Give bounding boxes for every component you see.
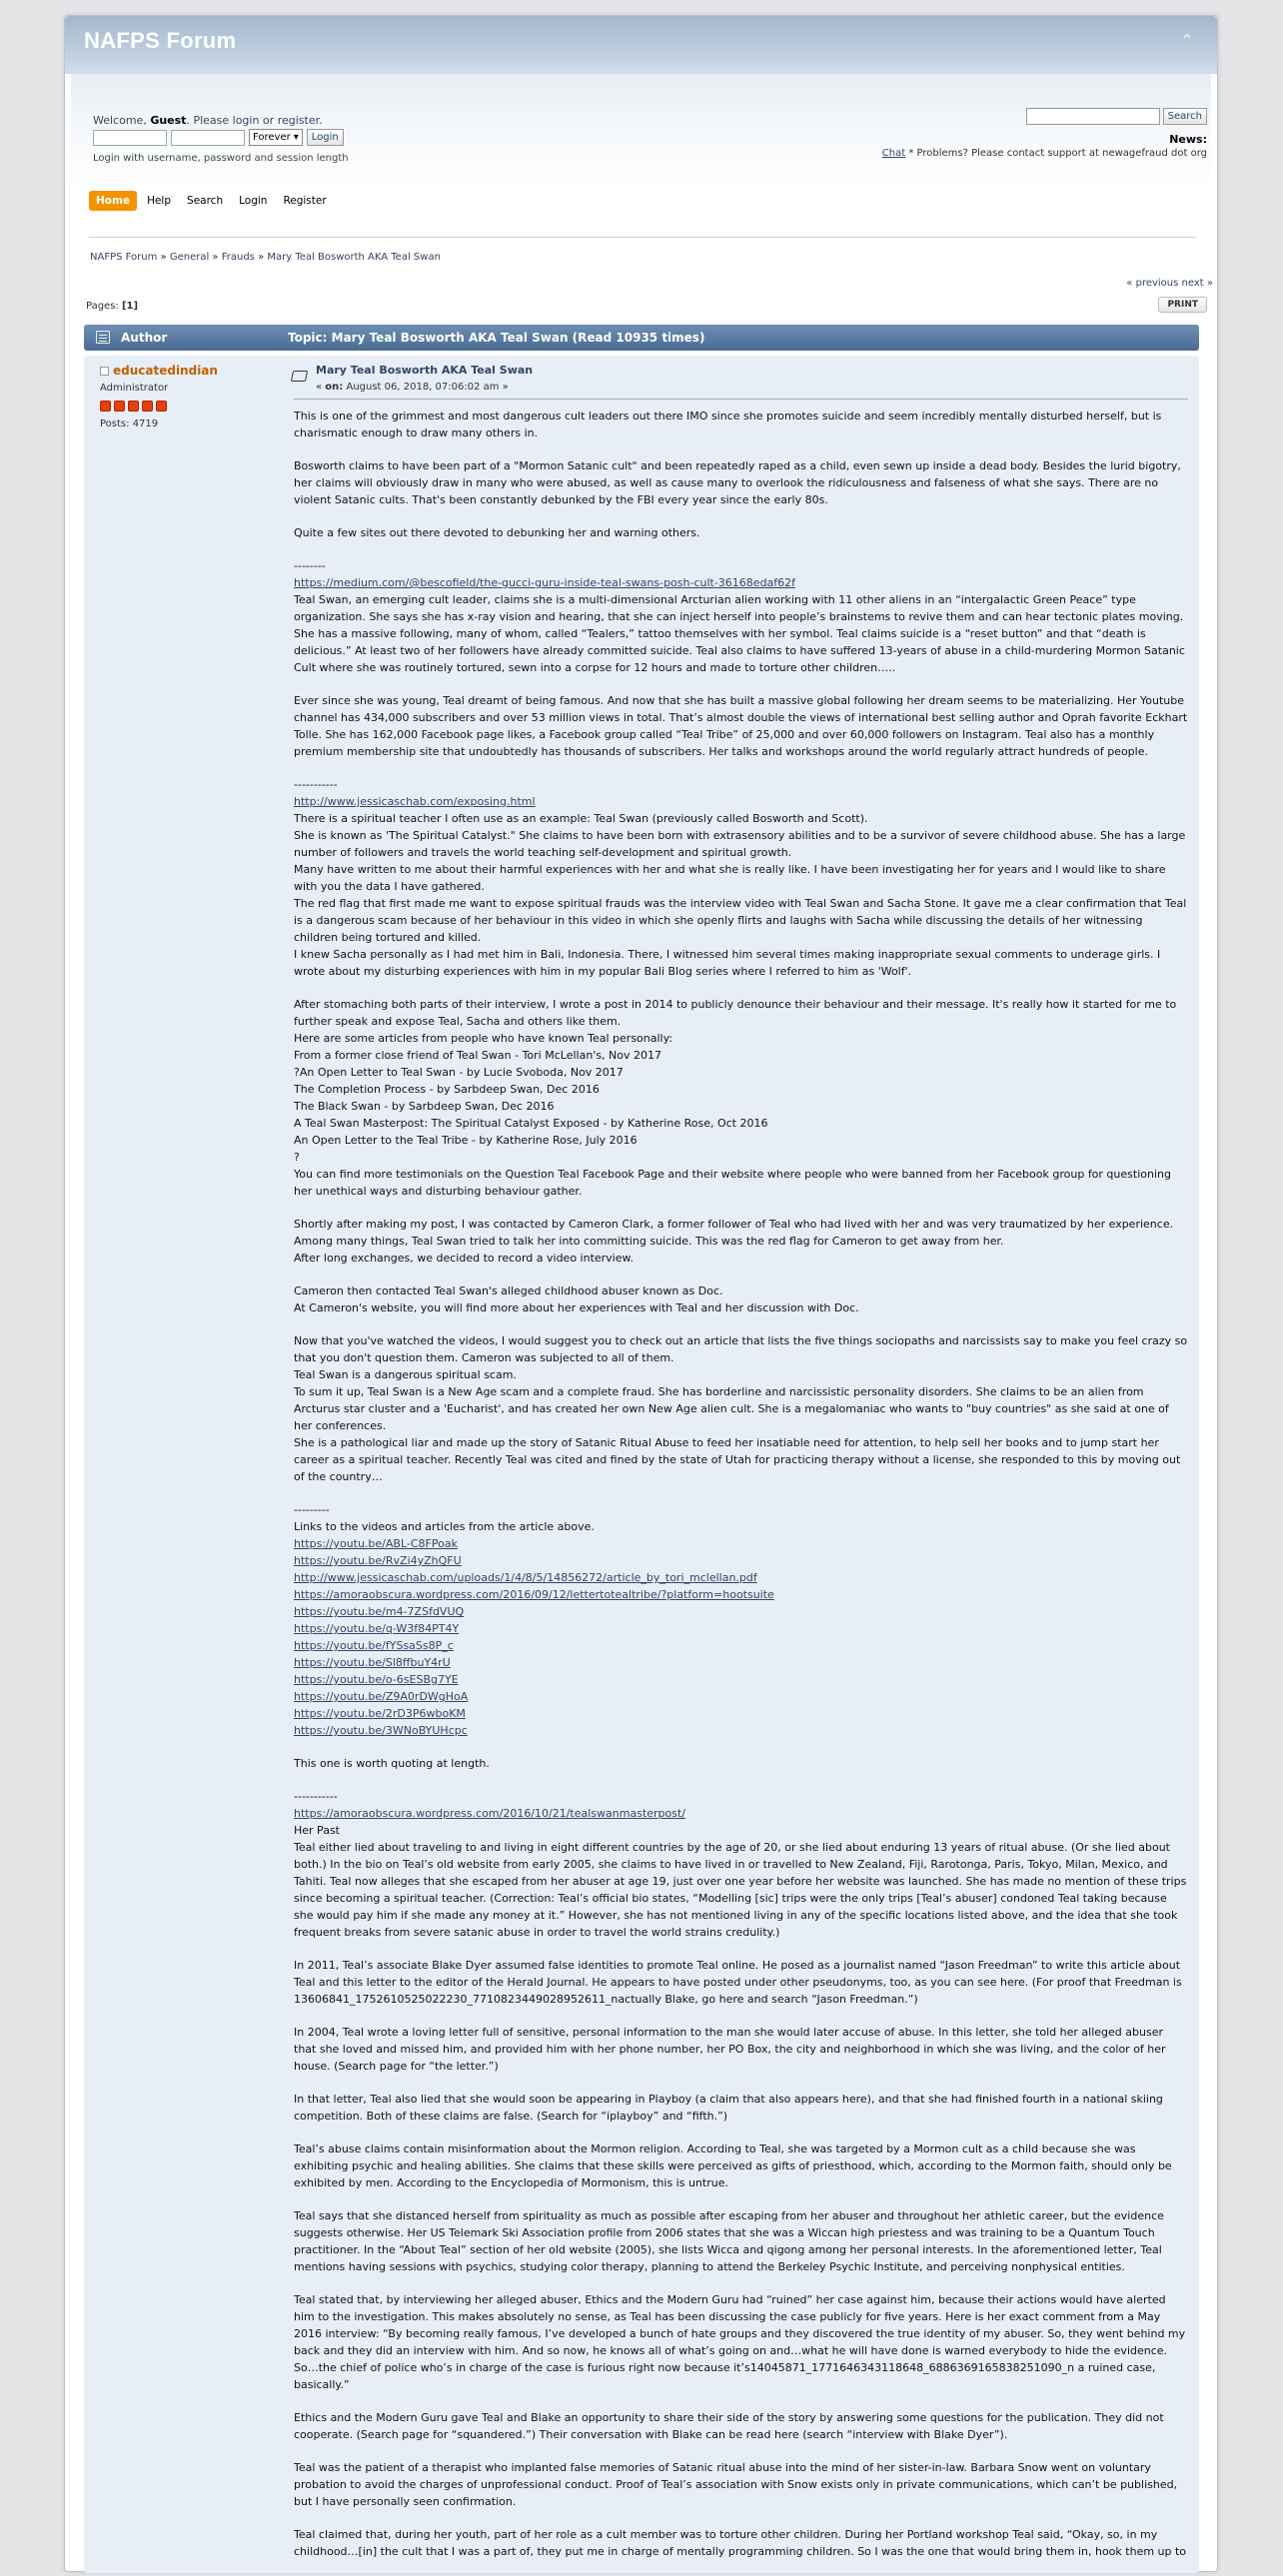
post-text-line: Her Past — [294, 1824, 340, 1837]
post-text-line: Bosworth claims to have been part of a "Mormon Satanic cult" and been repeatedly raped as a child, even sewn up inside a dead body. Besides the lurid bigotry, her claims will obviously draw in many who were abused, as well as cause many to overlook the ridiculousness and falseness of what she says. There are no violent Satanic cults. That's been constantly debunked by the FBI every year since the early 80s. — [294, 459, 1181, 506]
post-body — [294, 408, 1188, 2560]
register-link[interactable]: register — [277, 114, 320, 127]
chevron-up-icon[interactable]: ⌃ — [1179, 31, 1195, 52]
poster-post-count: Posts: 4719 — [100, 419, 159, 429]
post-text-line: Teal Swan, an emerging cult leader, claims she is a multi-dimensional Arcturian alien working with 11 other aliens in an “intergalactic Green Peace” type organization. She says she has x-ray vision and hearing, that she can inject herself into people’s brainstems to revive them and can hear tectonic plates moving. She has a massive following, many of whom, called “Tealers,” tattoo themselves with her symbol. Teal claims suicide is a “reset button” and that “death is delicious.” At least two of her followers have already committed suicide. Teal also claims to have suffered 13-years of abuse in a child-murdering Mormon Satanic Cult where she was routinely tortured, sewn into a corpse for 12 hours and made to torture other children….. — [294, 593, 1185, 674]
post-date-on: on: — [325, 382, 344, 393]
post-paragraph — [294, 1755, 1188, 1772]
post-text-line: You can find more testimonials on the Question Teal Facebook Page and their website where people who were banned from her Facebook group for questioning her unethical ways and disturbing behaviour gather. — [294, 1168, 1171, 1198]
post-paragraph — [294, 2459, 1188, 2510]
post-header — [290, 364, 1188, 393]
post-text-line: Teal stated that, by interviewing her alleged abuser, Ethics and the Modern Guru had “ruined” her case against him, because their actions would have alerted him to the investigation. This makes absolutely no sense, as Teal has been discussing the case publicly for five years. Here is her exact comment from a May 2016 interview: “By becoming really famous, I’ve developed a bunch of hate groups and they discovered the true identity of my abuser. So, they went behind my back and they did an interview with him. And so now, he knows all of what’s going on and…what he will have done is warned everybody to hide the evidence. So…the chief of police who’s in charge of the case is furious right now because it’s14045871_1771646343118648_688636916583825109​0_n a ruined case, basically.” — [294, 2293, 1186, 2391]
post-text-line: The Black Swan - by Sarbdeep Swan, Dec 2016 — [294, 1100, 555, 1113]
author-column-label: Author — [121, 331, 168, 345]
post-link[interactable]: https://amoraobscura.wordpress.com/2016/10/21/tealswanmasterpost/ — [294, 1807, 686, 1820]
breadcrumb-separator: » — [157, 252, 170, 263]
post-date-prefix: « — [316, 382, 326, 393]
post-link[interactable]: https://youtu.be/ABL-C8FPoak — [294, 1537, 458, 1550]
topic-title: Topic: Mary Teal Bosworth AKA Teal Swan (Read 10935 times) — [288, 331, 705, 345]
forum-title[interactable]: NAFPS Forum — [84, 28, 237, 53]
news-text — [882, 148, 1207, 159]
pages-label: Pages: — [86, 301, 122, 312]
welcome-text — [93, 114, 323, 127]
topic-header-bar — [84, 325, 1199, 351]
post-text-line: To sum it up, Teal Swan is a New Age scam and a complete fraud. She has borderline and narcissistic personality disorders. She claims to be an alien from Arcturus star cluster and a 'Eucharist', and has created her own New Age alien cult. She is a megalomaniac who wants to "buy countries" as she said at one of her conferences. — [294, 1385, 1169, 1432]
chat-link[interactable]: Chat — [881, 148, 906, 159]
session-length-select[interactable] — [249, 129, 303, 146]
previous-link[interactable]: « previous — [1126, 278, 1179, 289]
print-button[interactable]: PRINT — [1158, 297, 1207, 313]
poster-name-row — [100, 364, 260, 378]
welcome-prefix: Welcome, — [93, 114, 151, 127]
topic-icon — [96, 331, 110, 344]
topic-navigation — [1126, 278, 1213, 289]
breadcrumb — [90, 252, 441, 263]
main-menu — [89, 191, 333, 211]
post-text-line: In 2011, Teal’s associate Blake Dyer assumed false identities to promote Teal online. He posed as a journalist named “Jason Freedman” to write this article about Teal and this letter to the editor of the Herald Journal. He appears to have posted under other pseudonyms, too, as you can see here. (For proof that Freedman is 13606841_1752610525022230_771082344902895261​1_nactually Blake, go here and search “Jason Freedman.”) — [294, 1959, 1182, 2006]
post-text-line: ----------- — [294, 1790, 338, 1803]
post-text-line: Cameron then contacted Teal Swan's alleged childhood abuser known as Doc. — [294, 1285, 723, 1297]
rank-stars — [100, 401, 260, 412]
login-hint: Login with username, password and session length — [93, 153, 349, 164]
post-link[interactable]: https://medium.com/@bescofield/the-gucci-guru-inside-teal-swans-posh-cult-36168edaf62f — [294, 576, 796, 589]
search-button[interactable]: Search — [1163, 108, 1207, 125]
post-link[interactable]: https://youtu.be/RvZi4yZhQFU — [294, 1554, 462, 1567]
login-button[interactable]: Login — [307, 129, 344, 146]
post-paragraph — [294, 1216, 1188, 1267]
user-bar — [71, 74, 1211, 192]
post-link[interactable]: https://amoraobscura.wordpress.com/2016/09/12/lettertotealtribe/?platform=hootsuite — [294, 1588, 774, 1601]
post-text-line: A Teal Swan Masterpost: The Spiritual Catalyst Exposed - by Katherine Rose, Oct 2016 — [294, 1117, 768, 1130]
post-text-line: Teal says that she distanced herself from spirituality as much as possible after escaping from her abuser and throughout her athletic career, but the evidence suggests otherwise. Her US Telemark Ski Association profile from 2006 states that she was a Wiccan high priestess and was training to be a Quantum Touch practitioner. In the “About Teal” section of her old website (2005), she lists Wicca and qigong among her personal interests. In the aforementioned letter, Teal mentions having sessions with psychics, studying color therapy, planning to attend the Berkeley Psychic Institute, and perceiving nonphysical entities. — [294, 2209, 1164, 2273]
rank-star-icon — [114, 401, 125, 412]
post-text-line: -------- — [294, 559, 326, 572]
menu-search[interactable]: Search — [187, 195, 224, 207]
post-text-line: In that letter, Teal also lied that she would soon be appearing in Playboy (a claim that also appears here), and that she had finished fourth in a national skiing competition. Both of these claims are false. (Search for “iplayboy” and “fifth.”) — [294, 2093, 1163, 2123]
post-text-line: Quite a few sites out there devoted to debunking her and warning others. — [294, 526, 700, 539]
poster-role: Administrator — [100, 383, 169, 394]
username-input[interactable] — [93, 130, 167, 146]
post-paragraph — [294, 557, 1188, 676]
post-text-line: Shortly after making my post, I was contacted by Cameron Clark, a former follower of Teal who had lived with her and was very traumatized by her experience. Among many things, Teal Swan tried to talk her into committing suicide. This was the red flag for Cameron to get away from her. — [294, 1218, 1174, 1248]
post-link[interactable]: https://youtu.be/o-6sESBg7YE — [294, 1673, 459, 1686]
post-text-line: The red flag that first made me want to expose spiritual frauds was the interview video with Teal Swan and Sacha Stone. It gave me a clear confirmation that Teal is a dangerous scam because of her behaviour in this video in which she openly flirts and laughs with Sacha while discussing the details of her witnessing children being tortured and killed. — [294, 897, 1187, 944]
post-link[interactable]: http://www.jessicaschab.com/uploads/1/4/8/5/14856272/article_by_tori_mclellan.pdf — [294, 1571, 757, 1584]
post-paragraph — [294, 2024, 1188, 2075]
post-paragraph — [294, 2291, 1188, 2393]
post-text-line: Now that you've watched the videos, I would suggest you to check out an article that lists the five things sociopaths and narcissists say to make you feel crazy so that you don't question them. Cameron was subjected to all of them. — [294, 1334, 1188, 1364]
guest-label: Guest — [150, 114, 187, 127]
post-link[interactable]: https://youtu.be/Z9A0rDWgHoA — [294, 1690, 469, 1703]
post-text-line: Teal either lied about traveling to and living in eight different countries by the age of 20, or she lied about enduring 13 years of ritual abuse. (Or she lied about both.) In the bio on Teal’s old website from early 2005, she claims to have lived in or travelled to New Zealand, Fiji, Rarotonga, Paris, Tokyo, Milan, Mexico, and Tahiti. Teal now alleges that she escaped from her abuser at age 19, just over one year before her website was launched. She has made no mention of these trips since becoming a spiritual teacher. (Correction: Teal’s official bio states, “Modelling [sic] trips were the only trips [Teal’s abuser] condoned Teal taking because she would pay him if she made any money at it.” However, she has not mentioned living in any of the specific locations listed above, and the idea that she took frequent breaks from severe satanic abuse in order to travel the world strains credulity.) — [294, 1841, 1187, 1939]
menu-divider — [89, 237, 1196, 238]
menu-register[interactable]: Register — [283, 195, 327, 207]
chevron-down-icon: ▾ — [293, 132, 299, 143]
search-input[interactable] — [1026, 108, 1160, 125]
post-text-line: I knew Sacha personally as I had met him in Bali, Indonesia. There, I witnessed him several times making inappropriate sexual comments to underage girls. I wrote about my disturbing experiences with him in my popular Bali Blog series where I referred to him as 'Wolf'. — [294, 948, 1161, 978]
post-content — [294, 364, 1188, 2576]
rank-star-icon — [100, 401, 111, 412]
post-paragraph — [294, 1501, 1188, 1739]
post-paragraph — [294, 408, 1188, 441]
next-link[interactable]: next » — [1181, 278, 1213, 289]
post-paragraph — [294, 996, 1188, 1200]
post-text-line: This is one of the grimmest and most dangerous cult leaders out there IMO since she promotes suicide and seem incredibly mentally disturbed herself, but is charismatic enough to draw many others in. — [294, 410, 1162, 439]
post-text-line: Ever since she was young, Teal dreamt of being famous. And now that she has built a massive global following her dream seems to be materializing. Her Youtube channel has 434,000 subscribers and over 53 million views in total. That’s almost double the views of international best selling author and Oprah favorite Eckhart Tolle. She has 162,000 Facebook page likes, a Facebook group called “Teal Tribe” of 25,000 and over 60,000 followers on Instagram. Teal also has a monthly premium membership site that undoubtedly has thousands of subscribers. Her talks and workshops around the world regularly attract hundreds of people. — [294, 694, 1188, 758]
rank-star-icon — [128, 401, 139, 412]
search-row — [1026, 108, 1207, 125]
post-paragraph — [294, 2091, 1188, 2125]
rank-star-icon — [142, 401, 153, 412]
post-link[interactable]: https://youtu.be/Sl8ffbuY4rU — [294, 1656, 451, 1669]
post-text-line: Teal claimed that, during her youth, part of her role as a cult member was to torture other children. During her Portland workshop Teal said, “Okay, so, in my childhood…[in] the cult that I was a part of, they put me in charge of mentally programming children. So I was the one that would bring them in, hook them up to — [294, 2528, 1187, 2558]
post-paragraph — [294, 457, 1188, 508]
breadcrumb-separator: » — [254, 252, 268, 263]
post-paragraph — [294, 2207, 1188, 2275]
post-text-line: From a former close friend of Teal Swan - Tori McLellan's, Nov 2017 — [294, 1049, 662, 1062]
post-paragraph — [294, 2141, 1188, 2191]
post-text-line: Ethics and the Modern Guru gave Teal and Blake an opportunity to share their side of the story by answering some questions for the publication. They did not cooperate. (Search page for “squandered.”) Their conversation with Blake can be read here (search “interview with Blake Dyer”). — [294, 2411, 1164, 2441]
breadcrumb-general[interactable]: General — [169, 252, 210, 263]
post — [84, 356, 1199, 2573]
post-icon — [290, 368, 310, 384]
login-link[interactable]: login — [232, 114, 260, 127]
breadcrumb-frauds[interactable]: Frauds — [221, 252, 255, 263]
forum-header — [65, 16, 1217, 74]
post-link[interactable]: https://youtu.be/m4-7ZSfdVUQ — [294, 1605, 465, 1618]
password-input[interactable] — [171, 130, 245, 146]
post-link[interactable]: https://youtu.be/fYSsaSs8P_c — [294, 1639, 454, 1652]
login-row — [93, 129, 344, 146]
post-link[interactable]: https://youtu.be/q-W3f84PT4Y — [294, 1622, 460, 1635]
current-page: [1] — [121, 301, 139, 312]
post-divider — [294, 399, 1188, 400]
post-text-line: Teal was the patient of a therapist who implanted false memories of Satanic ritual abuse into the mind of her sister-in-law. Barbara Snow went on voluntary probation to avoid the charges of unprofessional conduct. Proof of Teal’s association with Snow exists only in private communications, which can’t be published, but I have personally seen confirmation. — [294, 2461, 1178, 2508]
breadcrumb-separator: » — [209, 252, 222, 263]
post-text-line: --------- — [294, 1503, 330, 1516]
post-text-line: Teal’s abuse claims contain misinformation about the Mormon religion. According to Teal, she was targeted by a Mormon cult as a child because she was exhibiting psychic and healing abilities. She claims that these skills were perceived as gifts of priesthood, which, according to the Mormon faith, should only be exhibited by men. According to the Encyclopedia of Mormonism, this is untrue. — [294, 2143, 1172, 2189]
news-label: News: — [1169, 133, 1207, 146]
post-text-line: ? — [294, 1151, 300, 1164]
post-paragraph — [294, 1788, 1188, 1941]
post-paragraph — [294, 524, 1188, 541]
post-text-line: At Cameron's website, you will find more about her experiences with Teal and her discussion with Doc. — [294, 1301, 859, 1314]
post-date-value: August 06, 2018, 07:06:02 am » — [343, 382, 509, 393]
menu-login[interactable]: Login — [239, 195, 268, 207]
post-paragraph — [294, 776, 1188, 980]
menu-home[interactable]: Home — [89, 191, 137, 211]
post-text-line: Many have written to me about their harmful experiences with her and what she is really like. I have been investigating her for years and I would like to share with you the data I have gathered. — [294, 863, 1166, 893]
post-text-line: Teal Swan is a dangerous spiritual scam. — [294, 1368, 517, 1381]
breadcrumb-topic[interactable]: Mary Teal Bosworth AKA Teal Swan — [267, 252, 441, 263]
post-paragraph — [294, 1957, 1188, 2008]
offline-status-icon — [100, 367, 109, 376]
post-subject[interactable]: Mary Teal Bosworth AKA Teal Swan — [316, 364, 534, 377]
post-text-line: After stomaching both parts of their interview, I wrote a post in 2014 to publicly denounce their behaviour and their message. It's really how it started for me to further speak and expose Teal, Sacha and others like them. — [294, 998, 1177, 1028]
poster-info — [100, 364, 260, 429]
post-link[interactable]: https://youtu.be/3WNoBYUHcpc — [294, 1724, 468, 1737]
forum-frame — [64, 15, 1218, 2572]
poster-name[interactable]: educatedindian — [113, 364, 218, 378]
post-text-line: She is a pathological liar and made up the story of Satanic Ritual Abuse to feed her insatiable need for attention, to help sell her books and to jump start her career as a spiritual teacher. Recently Teal was cited and fined by the state of Utah for practicing therapy without a license, she responded to this by moving out of the country… — [294, 1436, 1181, 1483]
rank-star-icon — [156, 401, 167, 412]
post-text-line: After long exchanges, we decided to record a video interview. — [294, 1252, 634, 1265]
pagination — [86, 301, 138, 312]
menu-help[interactable]: Help — [147, 195, 172, 207]
post-link[interactable]: https://youtu.be/2rD3P6wboKM — [294, 1707, 466, 1720]
post-paragraph — [294, 2526, 1188, 2560]
post-text-line: ?An Open Letter to Teal Swan - by Lucie Svoboda, Nov 2017 — [294, 1066, 624, 1079]
post-paragraph — [294, 1332, 1188, 1485]
post-text-line: The Completion Process - by Sarbdeep Swan, Dec 2016 — [294, 1083, 600, 1096]
welcome-mid: . Please — [186, 114, 233, 127]
post-text-line: Links to the videos and articles from the article above. — [294, 1520, 595, 1533]
post-date — [316, 382, 533, 393]
post-paragraph — [294, 1283, 1188, 1316]
breadcrumb-forum[interactable]: NAFPS Forum — [90, 252, 158, 263]
post-text-line: ----------- — [294, 778, 338, 791]
post-link[interactable]: http://www.jessicaschab.com/exposing.html — [294, 795, 536, 808]
post-text-line: This one is worth quoting at length. — [294, 1757, 490, 1770]
post-paragraph — [294, 692, 1188, 760]
post-paragraph — [294, 2409, 1188, 2443]
post-text-line: There is a spiritual teacher I often use as an example: Teal Swan (previously called Bosworth and Scott). — [294, 812, 868, 825]
post-text-line: In 2004, Teal wrote a loving letter full of sensitive, personal information to the man she would later accuse of abuse. In this letter, she told her alleged abuser that she loved and missed him, and provided him with her phone number, her PO Box, the city and neighborhood in which she was living, and the color of her house. (Search page for “the letter.”) — [294, 2026, 1166, 2073]
welcome-or: or — [259, 114, 278, 127]
post-text-line: Here are some articles from people who have known Teal personally: — [294, 1032, 673, 1045]
post-text-line: She is known as 'The Spiritual Catalyst." She claims to have been born with extrasensory abilities and to be a survivor of severe childhood abuse. She has a large number of followers and travels the world teaching self-development and spiritual growth. — [294, 829, 1186, 859]
welcome-end: . — [319, 114, 323, 127]
news-message: * Problems? Please contact support at newagefraud dot org — [905, 148, 1207, 159]
post-text-line: An Open Letter to the Teal Tribe - by Katherine Rose, July 2016 — [294, 1134, 638, 1147]
session-length-value: Forever — [253, 132, 291, 143]
